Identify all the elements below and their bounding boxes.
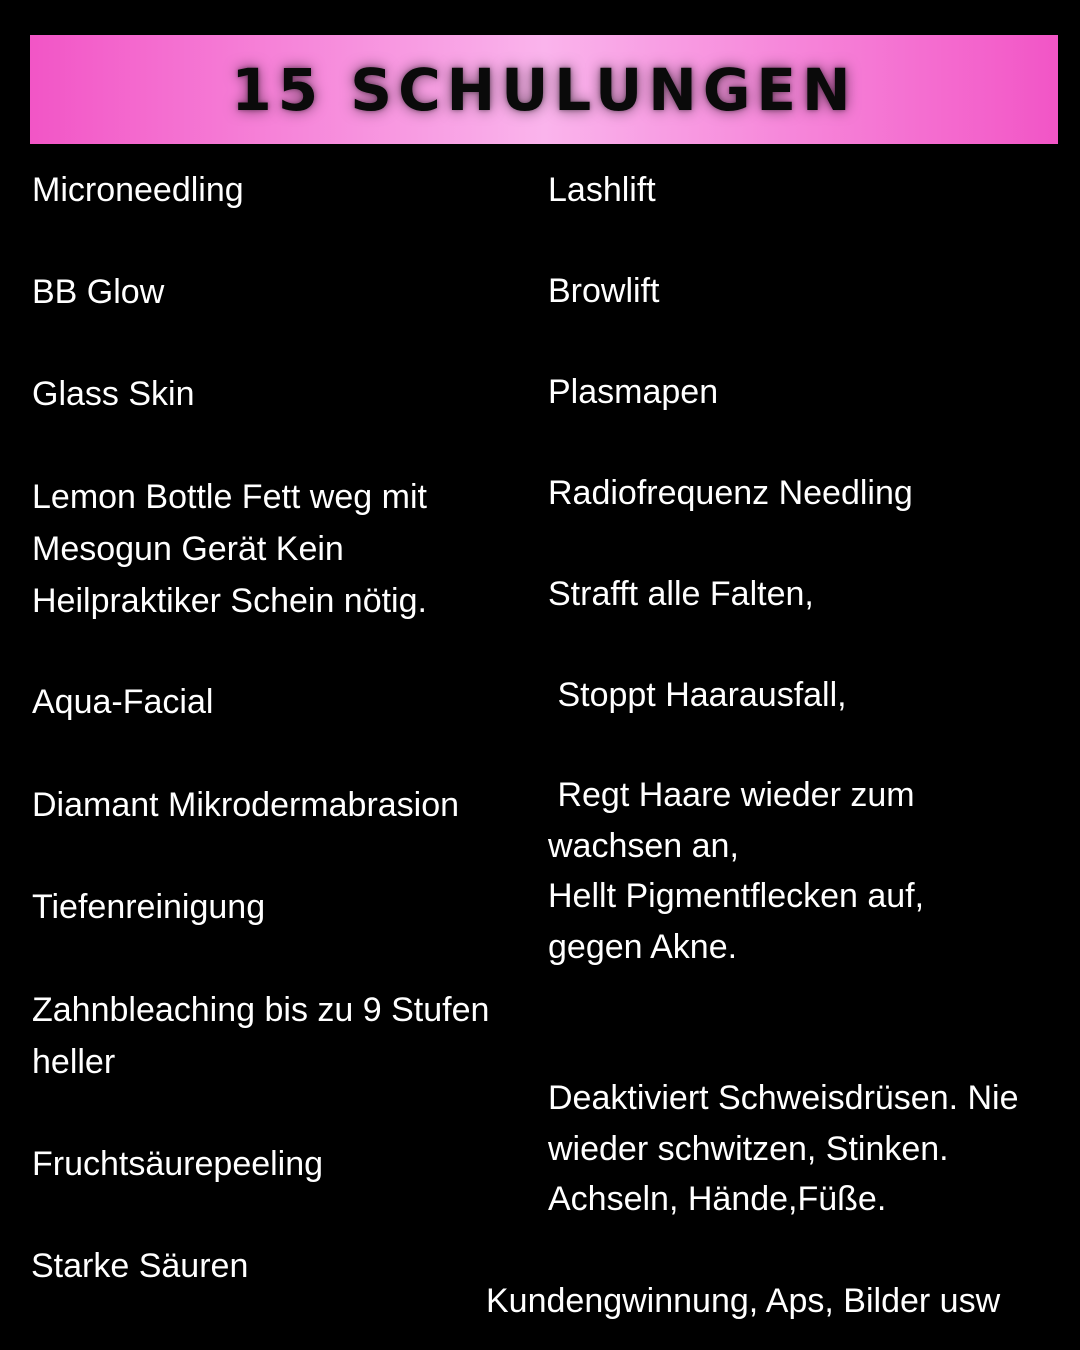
training-starke-saeuren: Starke Säuren — [31, 1247, 249, 1285]
benefit-haare-pigment-akne: Regt Haare wieder zum wachsen an, Hellt Pigmentflecken auf, gegen Akne. — [548, 776, 925, 966]
benefit-stoppt-haarausfall: Stoppt Haarausfall, — [548, 676, 847, 714]
training-fruchtsaeurepeeling: Fruchtsäurepeeling — [32, 1145, 324, 1183]
training-lemon-bottle: Lemon Bottle Fett weg mit Mesogun Gerät Kein Heilpraktiker Schein nötig. — [32, 478, 427, 620]
training-plasmapen: Plasmapen — [548, 373, 719, 411]
page-title: 15 SCHULUNGEN — [231, 55, 857, 124]
benefit-strafft-falten: Strafft alle Falten, — [548, 575, 814, 613]
training-aqua-facial: Aqua-Facial — [32, 683, 214, 721]
training-lashlift: Lashlift — [548, 171, 656, 209]
training-radiofrequenz-needling: Radiofrequenz Needling — [548, 474, 913, 512]
training-microneedling: Microneedling — [32, 171, 244, 209]
training-glass-skin: Glass Skin — [32, 375, 195, 413]
training-diamant-mikrodermabrasion: Diamant Mikrodermabrasion — [32, 786, 460, 824]
title-banner — [30, 35, 1058, 144]
training-browlift: Browlift — [548, 272, 660, 310]
footer-note: Kundengwinnung, Aps, Bilder usw — [486, 1282, 1001, 1320]
training-bb-glow: BB Glow — [32, 273, 165, 311]
training-zahnbleaching: Zahnbleaching bis zu 9 Stufen heller — [32, 991, 490, 1081]
training-schweissdruesen: Deaktiviert Schweisdrüsen. Nie wieder schwitzen, Stinken. Achseln, Hände,Füße. — [548, 1079, 1019, 1218]
training-tiefenreinigung: Tiefenreinigung — [32, 888, 266, 926]
